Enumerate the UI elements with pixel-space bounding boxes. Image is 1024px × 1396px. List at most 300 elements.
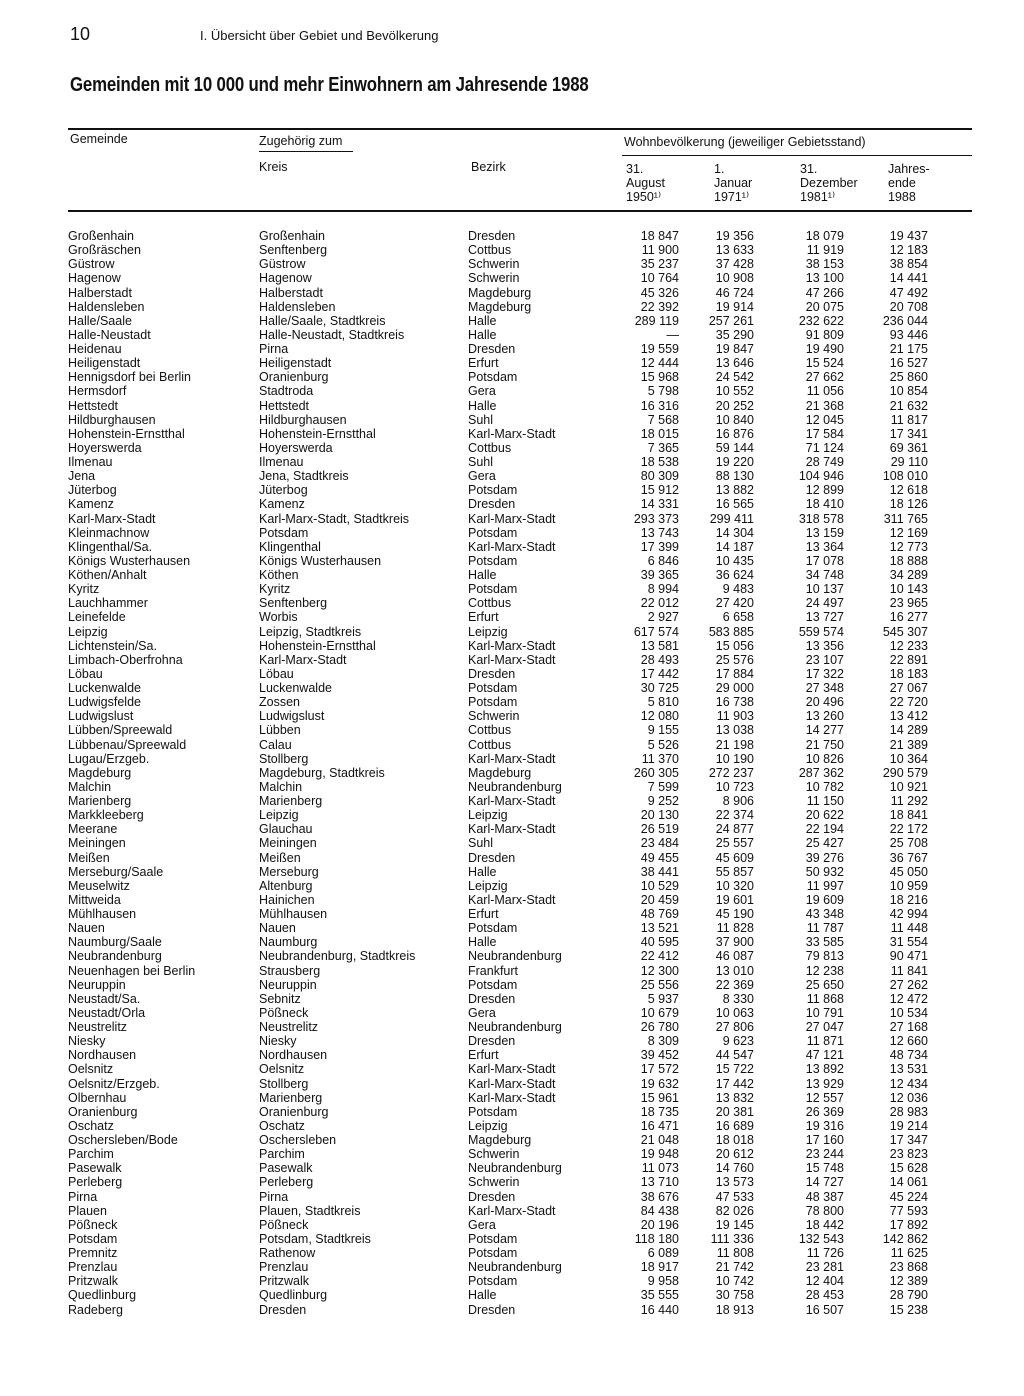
population-1988-cell: 77 593	[889, 1203, 928, 1218]
table-row	[0, 1303, 1024, 1317]
bezirk-cell: Neubrandenburg	[468, 1260, 562, 1275]
population-1988-cell: 11 817	[890, 412, 928, 427]
table-row	[0, 639, 1024, 653]
population-1950-cell: 39 365	[640, 568, 679, 582]
bezirk-cell: Karl-Marx-Stadt	[468, 539, 556, 554]
population-1950-cell: 18 735	[640, 1104, 679, 1119]
population-1971-cell: 88 130	[715, 469, 754, 484]
population-1971-cell: 299 411	[709, 511, 754, 526]
header-col-1988-line1: Jahres-	[888, 162, 930, 176]
table-row	[0, 808, 1024, 822]
population-1988-cell: 14 289	[889, 723, 928, 738]
population-1988-cell: 13 531	[889, 1062, 928, 1077]
kreis-cell: Leipzig, Stadtkreis	[259, 624, 362, 639]
gemeinde-cell: Halberstadt	[68, 285, 132, 300]
bezirk-cell: Erfurt	[468, 1048, 499, 1063]
population-1971-cell: 13 633	[715, 243, 754, 258]
bezirk-cell: Gera	[468, 469, 496, 484]
population-1988-cell: 18 841	[889, 808, 928, 823]
kreis-cell: Senftenberg	[259, 243, 328, 258]
population-1971-cell: 25 576	[715, 652, 754, 667]
population-1971-cell: 11 903	[716, 709, 754, 724]
kreis-cell: Löbau	[259, 666, 294, 681]
population-1950-cell: —	[666, 327, 679, 342]
bezirk-cell: Gera	[468, 384, 496, 399]
population-1981-cell: 11 726	[806, 1246, 844, 1260]
population-1981-cell: 10 791	[805, 1005, 844, 1020]
population-1950-cell: 13 710	[640, 1175, 679, 1190]
population-1988-cell: 12 773	[889, 539, 928, 554]
bezirk-cell: Karl-Marx-Stadt	[468, 638, 556, 653]
kreis-cell: Oelsnitz	[259, 1062, 305, 1077]
table-row	[0, 540, 1024, 554]
bezirk-cell: Erfurt	[468, 907, 499, 921]
population-1950-cell: 84 438	[640, 1203, 679, 1218]
population-1950-cell: 23 484	[640, 836, 679, 851]
population-1971-cell: 59 144	[715, 440, 754, 455]
header-zugehoerig: Zugehörig zum	[259, 134, 343, 148]
population-1950-cell: 80 309	[640, 469, 679, 484]
gemeinde-cell: Neuenhagen bei Berlin	[68, 963, 196, 978]
table-row	[0, 667, 1024, 681]
population-1981-cell: 23 244	[805, 1147, 844, 1162]
kreis-cell: Großenhain	[259, 229, 326, 243]
bezirk-cell: Leipzig	[468, 1118, 508, 1133]
kreis-cell: Oranienburg	[259, 370, 329, 385]
population-1971-cell: 257 261	[708, 313, 754, 328]
population-1988-cell: 45 050	[889, 864, 928, 879]
gemeinde-cell: Magdeburg	[68, 765, 132, 780]
population-1981-cell: 559 574	[798, 624, 844, 639]
population-1988-cell: 10 364	[889, 751, 928, 766]
bezirk-cell: Potsdam	[468, 483, 518, 498]
population-1988-cell: 18 216	[889, 892, 928, 907]
header-gemeinde: Gemeinde	[70, 132, 128, 146]
kreis-cell: Glauchau	[259, 822, 313, 837]
gemeinde-cell: Karl-Marx-Stadt	[68, 511, 156, 526]
population-1981-cell: 13 892	[805, 1062, 844, 1077]
population-1981-cell: 18 442	[805, 1217, 844, 1232]
population-1971-cell: 8 330	[722, 991, 754, 1006]
bezirk-cell: Neubrandenburg	[468, 949, 562, 964]
bezirk-cell: Gera	[468, 1217, 496, 1232]
kreis-cell: Zossen	[259, 695, 300, 710]
bezirk-cell: Frankfurt	[468, 963, 519, 978]
population-1988-cell: 12 183	[889, 243, 928, 258]
kreis-cell: Jena, Stadtkreis	[259, 469, 349, 484]
population-1950-cell: 16 316	[640, 398, 679, 413]
population-1988-cell: 93 446	[889, 327, 928, 342]
population-1950-cell: 18 538	[640, 455, 679, 469]
header-kreis: Kreis	[259, 160, 288, 174]
kreis-cell: Pritzwalk	[259, 1274, 310, 1289]
bezirk-cell: Halle	[468, 1288, 497, 1303]
table-row	[0, 314, 1024, 328]
table-row	[0, 596, 1024, 610]
bezirk-cell: Neubrandenburg	[468, 779, 562, 794]
bezirk-cell: Dresden	[468, 229, 516, 243]
header-bottom-rule	[68, 210, 972, 212]
table-row	[0, 497, 1024, 511]
bezirk-cell: Cottbus	[468, 440, 512, 455]
population-1981-cell: 79 813	[805, 949, 844, 964]
table-row	[0, 1260, 1024, 1274]
bezirk-cell: Dresden	[468, 1302, 516, 1317]
population-1981-cell: 15 524	[805, 356, 844, 371]
table-row	[0, 300, 1024, 314]
population-1950-cell: 17 442	[640, 666, 679, 681]
population-1988-cell: 90 471	[889, 949, 928, 964]
bezirk-cell: Dresden	[468, 1189, 516, 1204]
population-1971-cell: 111 336	[710, 1231, 754, 1246]
population-1950-cell: 289 119	[634, 313, 679, 328]
population-1950-cell: 26 780	[640, 1020, 679, 1034]
table-row	[0, 1077, 1024, 1091]
population-1971-cell: 36 624	[715, 568, 754, 582]
population-1950-cell: 8 994	[647, 582, 679, 597]
gemeinde-cell: Nauen	[68, 921, 105, 936]
gemeinde-cell: Halle-Neustadt	[68, 327, 151, 342]
bezirk-cell: Cottbus	[468, 243, 512, 258]
bezirk-cell: Gera	[468, 1005, 496, 1020]
gemeinde-cell: Potsdam	[68, 1231, 118, 1246]
population-1981-cell: 17 322	[805, 666, 844, 681]
bezirk-cell: Karl-Marx-Stadt	[468, 652, 556, 667]
population-1971-cell: 6 658	[722, 610, 754, 625]
population-1971-cell: 20 252	[715, 398, 754, 413]
kreis-cell: Ludwigslust	[259, 709, 325, 724]
kreis-cell: Strausberg	[259, 963, 321, 978]
population-1950-cell: 20 459	[640, 892, 679, 907]
kreis-cell: Malchin	[259, 779, 303, 794]
population-1988-cell: 31 554	[889, 935, 928, 950]
population-1950-cell: 45 326	[640, 285, 679, 300]
population-1988-cell: 17 892	[889, 1217, 928, 1232]
gemeinde-cell: Quedlinburg	[68, 1288, 137, 1303]
table-row	[0, 964, 1024, 978]
population-1950-cell: 7 599	[647, 779, 679, 794]
bezirk-cell: Potsdam	[468, 1231, 518, 1246]
population-1971-cell: 13 010	[715, 963, 754, 978]
kreis-cell: Klingenthal	[259, 539, 321, 554]
population-1950-cell: 11 073	[641, 1161, 679, 1176]
population-1981-cell: 15 748	[805, 1161, 844, 1176]
table-row	[0, 413, 1024, 427]
kreis-cell: Parchim	[259, 1147, 305, 1162]
population-1981-cell: 20 622	[805, 808, 844, 823]
population-1950-cell: 21 048	[640, 1133, 679, 1147]
table-row	[0, 1034, 1024, 1048]
population-1950-cell: 28 493	[640, 652, 679, 667]
kreis-cell: Königs Wusterhausen	[259, 553, 382, 568]
population-1950-cell: 16 440	[640, 1302, 679, 1317]
population-1971-cell: 272 237	[708, 765, 754, 780]
bezirk-cell: Dresden	[468, 991, 516, 1006]
population-1988-cell: 12 036	[889, 1090, 928, 1105]
population-1971-cell: 27 420	[715, 596, 754, 611]
population-1971-cell: 35 290	[715, 327, 754, 342]
population-1971-cell: 16 689	[715, 1118, 754, 1133]
gemeinde-cell: Niesky	[68, 1034, 106, 1049]
population-1971-cell: 30 758	[715, 1288, 754, 1303]
kreis-cell: Nordhausen	[259, 1048, 328, 1063]
table-row	[0, 766, 1024, 780]
population-1971-cell: 14 760	[715, 1161, 754, 1176]
gemeinde-cell: Halle/Saale	[68, 313, 132, 328]
population-1988-cell: 21 389	[889, 737, 928, 752]
header-col-1988	[888, 162, 930, 204]
population-1971-cell: 19 847	[715, 342, 754, 356]
population-1950-cell: 8 309	[647, 1034, 679, 1049]
table-row	[0, 1147, 1024, 1161]
gemeinde-cell: Nordhausen	[68, 1048, 137, 1063]
gemeinde-cell: Haldensleben	[68, 299, 145, 314]
gemeinde-cell: Pößneck	[68, 1217, 118, 1232]
population-1988-cell: 38 854	[889, 257, 928, 272]
gemeinde-cell: Großräschen	[68, 243, 141, 258]
table-row	[0, 1288, 1024, 1302]
population-1988-cell: 25 708	[889, 836, 928, 851]
population-1971-cell: 55 857	[715, 864, 754, 879]
population-1988-cell: 19 437	[889, 229, 928, 243]
kreis-cell: Sebnitz	[259, 991, 301, 1006]
kreis-cell: Stollberg	[259, 1076, 309, 1091]
bezirk-cell: Karl-Marx-Stadt	[468, 511, 556, 526]
population-1988-cell: 23 965	[889, 596, 928, 611]
population-1971-cell: 19 356	[715, 229, 754, 243]
population-1981-cell: 27 662	[805, 370, 844, 385]
gemeinde-cell: Perleberg	[68, 1175, 123, 1190]
gemeinde-cell: Hagenow	[68, 271, 121, 286]
population-1988-cell: 11 625	[890, 1246, 928, 1260]
gemeinde-cell: Hohenstein-Ernstthal	[68, 426, 185, 441]
kreis-cell: Pirna	[259, 342, 289, 356]
kreis-cell: Magdeburg, Stadtkreis	[259, 765, 385, 780]
population-1981-cell: 10 782	[805, 779, 844, 794]
population-1971-cell: 14 304	[715, 525, 754, 540]
population-1950-cell: 16 471	[640, 1118, 679, 1133]
population-1950-cell: 18 847	[640, 229, 679, 243]
table-row	[0, 738, 1024, 752]
table-row	[0, 384, 1024, 398]
table-row	[0, 653, 1024, 667]
bezirk-cell: Karl-Marx-Stadt	[468, 426, 556, 441]
population-1950-cell: 12 080	[640, 709, 679, 724]
kreis-cell: Oranienburg	[259, 1104, 329, 1119]
population-1981-cell: 287 362	[798, 765, 844, 780]
population-1950-cell: 20 130	[640, 808, 679, 823]
gemeinde-cell: Oranienburg	[68, 1104, 138, 1119]
bezirk-cell: Potsdam	[468, 681, 518, 695]
population-1981-cell: 12 557	[805, 1090, 844, 1105]
population-1950-cell: 15 961	[640, 1090, 679, 1105]
table-row	[0, 1091, 1024, 1105]
population-1988-cell: 23 868	[889, 1260, 928, 1275]
gemeinde-cell: Güstrow	[68, 257, 115, 272]
population-1971-cell: 18 018	[715, 1133, 754, 1147]
population-1950-cell: 293 373	[633, 511, 679, 526]
population-1950-cell: 5 937	[647, 991, 679, 1006]
kreis-cell: Halle-Neustadt, Stadtkreis	[259, 327, 405, 342]
table-row	[0, 441, 1024, 455]
population-1950-cell: 10 529	[640, 878, 679, 893]
population-1988-cell: 12 389	[889, 1274, 928, 1289]
kreis-cell: Oschersleben	[259, 1133, 337, 1147]
table-row	[0, 907, 1024, 921]
table-row	[0, 921, 1024, 935]
bezirk-cell: Erfurt	[468, 356, 499, 371]
population-1981-cell: 78 800	[805, 1203, 844, 1218]
population-1981-cell: 22 194	[805, 822, 844, 837]
population-1971-cell: 13 882	[715, 483, 754, 498]
header-col-1971-line2: Januar	[714, 176, 753, 190]
population-1971-cell: 9 623	[722, 1034, 754, 1049]
gemeinde-cell: Klingenthal/Sa.	[68, 539, 153, 554]
population-1971-cell: 29 000	[715, 681, 754, 695]
table-row	[0, 1006, 1024, 1020]
population-1988-cell: 18 888	[889, 553, 928, 568]
population-1950-cell: 18 917	[640, 1260, 679, 1275]
population-1981-cell: 21 750	[805, 737, 844, 752]
population-1950-cell: 48 769	[640, 907, 679, 921]
population-1981-cell: 12 045	[805, 412, 844, 427]
bezirk-cell: Dresden	[468, 1034, 516, 1049]
bezirk-cell: Karl-Marx-Stadt	[468, 751, 556, 766]
header-col-1971	[714, 162, 752, 204]
population-1988-cell: 36 767	[889, 850, 928, 865]
population-1981-cell: 33 585	[805, 935, 844, 950]
table-row	[0, 582, 1024, 596]
population-1981-cell: 12 899	[805, 483, 844, 498]
population-1981-cell: 16 507	[805, 1302, 844, 1317]
table-row	[0, 851, 1024, 865]
population-1988-cell: 12 233	[889, 638, 928, 653]
population-1981-cell: 25 650	[805, 977, 844, 992]
header-wohnbevoelkerung: Wohnbevölkerung (jeweiliger Gebietsstand)	[624, 135, 866, 149]
population-1988-cell: 10 143	[889, 582, 928, 597]
wohnbevoelkerung-rule	[622, 155, 972, 156]
population-1981-cell: 50 932	[805, 864, 844, 879]
kreis-cell: Perleberg	[259, 1175, 314, 1190]
population-1971-cell: 19 220	[715, 455, 754, 469]
population-1981-cell: 10 826	[805, 751, 844, 766]
gemeinde-cell: Pritzwalk	[68, 1274, 119, 1289]
gemeinde-cell: Meuselwitz	[68, 878, 130, 893]
gemeinde-cell: Meißen	[68, 850, 110, 865]
kreis-cell: Calau	[259, 737, 292, 752]
population-1981-cell: 25 427	[805, 836, 844, 851]
kreis-cell: Lübben	[259, 723, 301, 738]
population-1981-cell: 71 124	[805, 440, 844, 455]
population-1950-cell: 20 196	[640, 1217, 679, 1232]
gemeinde-cell: Merseburg/Saale	[68, 864, 164, 879]
population-1971-cell: 15 722	[715, 1062, 754, 1077]
population-1988-cell: 11 292	[890, 794, 928, 808]
gemeinde-cell: Neuruppin	[68, 977, 126, 992]
zugehoerig-rule	[259, 151, 353, 152]
population-1971-cell: 24 877	[715, 822, 754, 837]
population-1988-cell: 12 169	[889, 525, 928, 540]
bezirk-cell: Halle	[468, 568, 497, 582]
bezirk-cell: Magdeburg	[468, 299, 532, 314]
table-row	[0, 568, 1024, 582]
population-1950-cell: 7 365	[647, 440, 679, 455]
header-col-1971-line1: 1.	[714, 162, 725, 176]
table-row	[0, 978, 1024, 992]
kreis-cell: Ilmenau	[259, 455, 304, 469]
population-1988-cell: 22 891	[889, 652, 928, 667]
kreis-cell: Karl-Marx-Stadt	[259, 652, 347, 667]
population-1950-cell: 9 958	[647, 1274, 679, 1289]
population-1988-cell: 290 579	[882, 765, 928, 780]
kreis-cell: Neustrelitz	[259, 1020, 319, 1034]
population-1981-cell: 20 496	[805, 695, 844, 710]
population-1981-cell: 232 622	[798, 313, 844, 328]
kreis-cell: Pasewalk	[259, 1161, 313, 1176]
bezirk-cell: Magdeburg	[468, 765, 532, 780]
gemeinde-cell: Pasewalk	[68, 1161, 122, 1176]
kreis-cell: Nauen	[259, 921, 296, 936]
gemeinde-cell: Luckenwalde	[68, 681, 141, 695]
population-1981-cell: 132 543	[798, 1231, 844, 1246]
population-1971-cell: 9 483	[722, 582, 754, 597]
population-1981-cell: 17 584	[805, 426, 844, 441]
population-1971-cell: 13 832	[715, 1090, 754, 1105]
population-1988-cell: 15 238	[889, 1302, 928, 1317]
population-1950-cell: 40 595	[640, 935, 679, 950]
gemeinde-cell: Prenzlau	[68, 1260, 118, 1275]
table-row	[0, 893, 1024, 907]
kreis-cell: Hildburghausen	[259, 412, 347, 427]
population-1950-cell: 13 521	[640, 921, 679, 936]
gemeinde-cell: Lichtenstein/Sa.	[68, 638, 157, 653]
population-1981-cell: 13 929	[805, 1076, 844, 1091]
population-1971-cell: 46 724	[715, 285, 754, 300]
gemeinde-cell: Hennigsdorf bei Berlin	[68, 370, 191, 385]
population-1981-cell: 18 079	[805, 229, 844, 243]
population-1981-cell: 39 276	[805, 850, 844, 865]
running-head: I. Übersicht über Gebiet und Bevölkerung	[200, 28, 439, 43]
population-1971-cell: 19 145	[715, 1217, 754, 1232]
kreis-cell: Hainichen	[259, 892, 315, 907]
gemeinde-cell: Hildburghausen	[68, 412, 156, 427]
population-table-body	[0, 229, 1024, 1317]
table-row	[0, 1218, 1024, 1232]
table-row	[0, 794, 1024, 808]
population-1981-cell: 12 404	[805, 1274, 844, 1289]
population-1988-cell: 28 983	[889, 1104, 928, 1119]
population-1988-cell: 14 441	[889, 271, 928, 286]
population-1988-cell: 42 994	[889, 907, 928, 921]
kreis-cell: Hagenow	[259, 271, 312, 286]
population-1981-cell: 28 453	[805, 1288, 844, 1303]
population-1988-cell: 22 172	[889, 822, 928, 837]
population-1988-cell: 21 632	[889, 398, 928, 413]
gemeinde-cell: Limbach-Oberfrohna	[68, 652, 183, 667]
bezirk-cell: Leipzig	[468, 808, 508, 823]
bezirk-cell: Potsdam	[468, 977, 518, 992]
kreis-cell: Köthen	[259, 568, 299, 582]
population-1950-cell: 12 444	[640, 356, 679, 371]
kreis-cell: Stollberg	[259, 751, 309, 766]
population-1971-cell: 10 552	[715, 384, 754, 399]
bezirk-cell: Karl-Marx-Stadt	[468, 1090, 556, 1105]
gemeinde-cell: Mittweida	[68, 892, 121, 907]
population-1971-cell: 14 187	[715, 539, 754, 554]
bezirk-cell: Karl-Marx-Stadt	[468, 794, 556, 808]
gemeinde-cell: Meerane	[68, 822, 118, 837]
population-1971-cell: 82 026	[715, 1203, 754, 1218]
